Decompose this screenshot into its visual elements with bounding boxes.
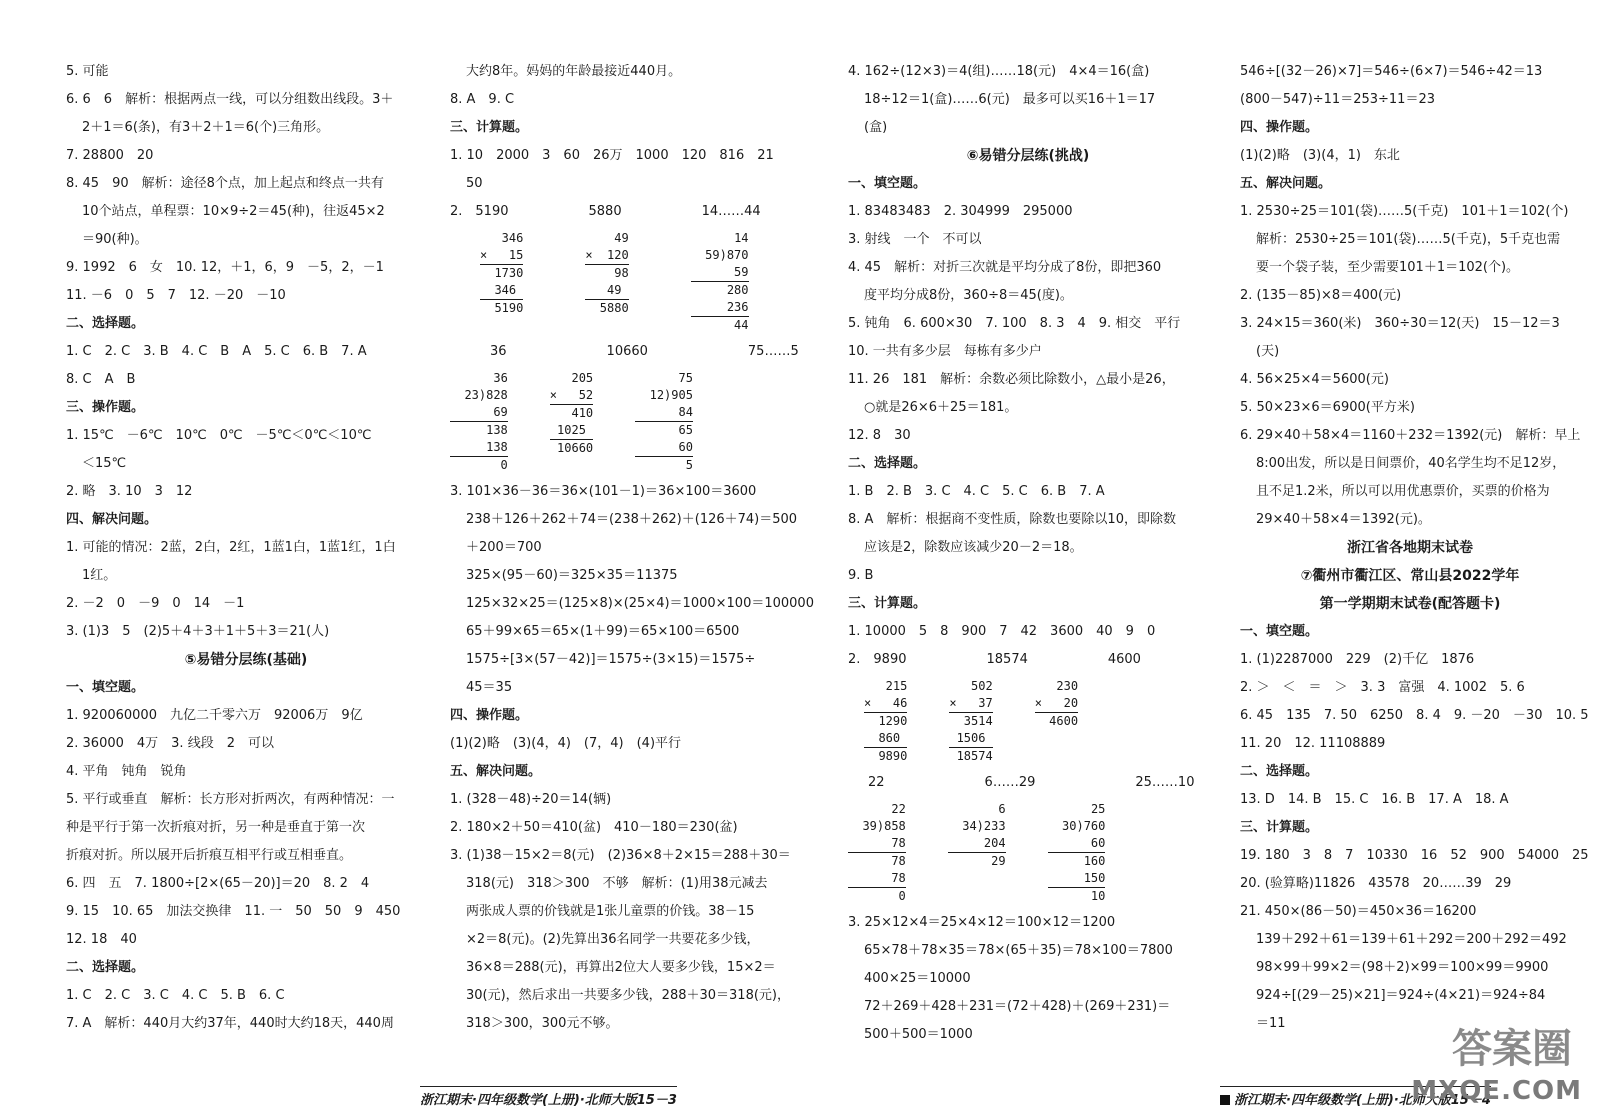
text-line: 1. 15℃ －6℃ 10℃ 0℃ －5℃＜0℃＜10℃: [66, 428, 372, 443]
text-line: 4. 平角 钝角 锐角: [66, 764, 187, 779]
vertical-calc: 230 × 20 4600: [1034, 679, 1079, 728]
text-line: 1. 2530÷25＝101(袋)……5(千克) 101＋1＝102(个): [1240, 204, 1569, 219]
text-line: 10. 一共有多少层 每栋有多少户: [848, 344, 1042, 359]
chapter-heading: 浙江省各地期末试卷: [1347, 540, 1473, 556]
calc-result: 2. 9890: [848, 652, 907, 667]
text-line: 8. C A B: [66, 372, 136, 387]
section-heading: 四、解决问题。: [66, 512, 158, 527]
calc-result: 14……44: [701, 204, 761, 219]
text-line: 2. 180×2＋50＝410(盆) 410－180＝230(盆): [450, 820, 738, 835]
text-line: ○就是26×6＋25＝181。: [864, 400, 1018, 415]
text-line: 12. 18 40: [66, 932, 137, 947]
column-1: [66, 58, 426, 1038]
text-line: 且不足1.2米，所以可以用优惠票价，买票的价格为: [1256, 484, 1550, 499]
text-line: 2. 36000 4万 3. 线段 2 可以: [66, 736, 274, 751]
text-line: 318＞300，300元不够。: [466, 1016, 619, 1031]
section-heading: 五、解决问题。: [450, 764, 542, 779]
section-heading: 二、选择题。: [1240, 764, 1319, 779]
column-3: [848, 58, 1208, 1049]
text-line: 3. 25×12×4＝25×4×12＝100×12＝1200: [848, 915, 1116, 930]
text-line: 21. 450×(86－50)＝450×36＝16200: [1240, 904, 1477, 919]
text-line: 2. (135－85)×8＝400(元): [1240, 288, 1402, 303]
page-footer-left: 浙江期末·四年级数学(上册)·北师大版15－3: [420, 1086, 677, 1108]
text-line: 6. 29×40＋58×4＝1160＋232＝1392(元) 解析：早上: [1240, 428, 1581, 443]
text-line: 1. C 2. C 3. B 4. C B A 5. C 6. B 7. A: [66, 344, 367, 359]
text-line: 318(元) 318＞300 不够 解析：(1)用38元减去: [466, 876, 768, 891]
vertical-calc: 25 30)760 60 160 150 10: [1047, 802, 1106, 903]
text-line: 2. －2 0 －9 0 14 －1: [66, 596, 245, 611]
text-line: 6. 四 五 7. 1800÷[2×(65－20)]＝20 8. 2 4: [66, 876, 370, 891]
section-heading: 一、填空题。: [1240, 624, 1319, 639]
text-line: (天): [1256, 344, 1280, 359]
footer-text: 浙江期末·四年级数学(上册)·北师大版15－4: [1234, 1093, 1491, 1108]
text-line: 8:00出发，所以是日间票价，40名学生均不足12岁，: [1256, 456, 1566, 471]
text-line: 125×32×25＝(125×8)×(25×4)＝1000×100＝100000: [466, 596, 814, 611]
vertical-calculations: [450, 370, 810, 474]
text-line: 1. (1)2287000 229 (2)千亿 1876: [1240, 652, 1475, 667]
text-line: 1. 可能的情况：2蓝，2白，2红，1蓝1白，1蓝1红，1白: [66, 540, 396, 555]
text-line: 7. A 解析：440月大约37年，440时大约18天，440周: [66, 1016, 394, 1031]
text-line: 238＋126＋262＋74＝(238＋262)＋(126＋74)＝500: [466, 512, 798, 527]
text-line: 546÷[(32－26)×7]＝546÷(6×7)＝546÷42＝13: [1240, 64, 1543, 79]
text-line: 4. 56×25×4＝5600(元): [1240, 372, 1389, 387]
text-line: 两张成人票的价钱就是1张儿童票的价钱。38－15: [466, 904, 755, 919]
text-line: (1)(2)略 (3)(4，1) 东北: [1240, 148, 1400, 163]
section-heading: 四、操作题。: [1240, 120, 1319, 135]
text-line: 8. A 解析：根据商不变性质，除数也要除以10，即除数: [848, 512, 1176, 527]
vertical-calculations: [450, 230, 810, 334]
calc-results-row: [848, 646, 1208, 674]
text-line: 大约8年。妈妈的年龄最接近440月。: [466, 64, 682, 79]
text-line: 1. (328－48)÷20＝14(辆): [450, 792, 612, 807]
text-line: 400×25＝10000: [864, 971, 971, 986]
text-line: ×2＝8(元)。(2)先算出36名同学一共要花多少钱，: [466, 932, 760, 947]
text-line: 9. B: [848, 568, 874, 583]
text-line: 36×8＝288(元)，再算出2位大人要多少钱，15×2＝: [466, 960, 776, 975]
section-heading: 四、操作题。: [450, 708, 529, 723]
text-line: ＋200＝700: [466, 540, 542, 555]
text-line: 3. 101×36－36＝36×(101－1)＝36×100＝3600: [450, 484, 757, 499]
text-line: 12. 8 30: [848, 428, 911, 443]
vertical-calculations: [848, 801, 1208, 905]
vertical-calc: 215 × 46 1290 860 9890: [864, 679, 908, 763]
calc-result: 6……29: [984, 775, 1036, 790]
chapter-heading: ⑤易错分层练(基础): [184, 652, 308, 668]
text-line: 3. (1)3 5 (2)5＋4＋3＋1＋5＋3＝21(人): [66, 624, 330, 639]
text-line: 19. 180 3 8 7 10330 16 52 900 54000 25: [1240, 848, 1589, 863]
section-heading: 三、计算题。: [1240, 820, 1319, 835]
text-line: 3. 24×15＝360(米) 360÷30＝12(天) 15－12＝3: [1240, 316, 1560, 331]
text-line: 11. 20 12. 11108889: [1240, 736, 1386, 751]
text-line: 1. 920060000 九亿二千零六万 92006万 9亿: [66, 708, 363, 723]
chapter-heading: ⑥易错分层练(挑战): [966, 148, 1090, 164]
chapter-heading: 第一学期期末试卷(配答题卡): [1319, 596, 1501, 612]
vertical-calc: 6 34)233 204 29: [947, 802, 1006, 868]
text-line: 10个站点，单程票：10×9÷2＝45(种)，往返45×2: [82, 204, 385, 219]
text-line: 5. 平行或垂直 解析：长方形对折两次，有两种情况：一: [66, 792, 395, 807]
text-line: 18÷12＝1(盒)……6(元) 最多可以买16＋1＝17: [864, 92, 1156, 107]
text-line: 9. 1992 6 女 10. 12，＋1，6，9 －5，2，－1: [66, 260, 384, 275]
text-line: 72＋269＋428＋231＝(72＋428)＋(269＋231)＝: [864, 999, 1171, 1014]
text-line: 3. 射线 一个 不可以: [848, 232, 982, 247]
vertical-calc: 502 × 37 3514 1506 18574: [949, 679, 993, 763]
text-line: ＜15℃: [82, 456, 127, 471]
text-line: ＝11: [1256, 1016, 1286, 1031]
section-heading: 二、选择题。: [848, 456, 927, 471]
calc-result: 25……10: [1135, 775, 1195, 790]
calc-result: 5880: [588, 204, 622, 219]
text-line: 折痕对折。所以展开后折痕互相平行或互相垂直。: [66, 848, 353, 863]
vertical-calc: 22 39)858 78 78 78 0: [848, 802, 906, 903]
section-heading: 一、填空题。: [848, 176, 927, 191]
text-line: 325×(95－60)＝325×35＝11375: [466, 568, 678, 583]
section-heading: 二、选择题。: [66, 316, 145, 331]
text-line: 139＋292＋61＝139＋61＋292＝200＋292＝492: [1256, 932, 1567, 947]
vertical-calc: 75 12)905 84 65 60 5: [635, 371, 693, 472]
watermark-logo: 答案圈: [1452, 1026, 1572, 1072]
text-line: 1. 10000 5 8 900 7 42 3600 40 9 0: [848, 624, 1156, 639]
calc-result: 75……5: [747, 344, 799, 359]
section-heading: 五、解决问题。: [1240, 176, 1332, 191]
text-line: 13. D 14. B 15. C 16. B 17. A 18. A: [1240, 792, 1509, 807]
text-line: 5. 钝角 6. 600×30 7. 100 8. 3 4 9. 相交 平行: [848, 316, 1181, 331]
calc-result: 36: [490, 344, 507, 359]
text-line: 5. 50×23×6＝6900(平方米): [1240, 400, 1415, 415]
text-line: 要一个袋子装，至少需要101＋1＝102(个)。: [1256, 260, 1520, 275]
calc-result: 4600: [1107, 652, 1141, 667]
text-line: 65×78＋78×35＝78×(65＋35)＝78×100＝7800: [864, 943, 1173, 958]
vertical-calculations: [848, 678, 1208, 765]
text-line: (800－547)÷11＝253÷11＝23: [1240, 92, 1435, 107]
text-line: 3. (1)38－15×2＝8(元) (2)36×8＋2×15＝288＋30＝: [450, 848, 791, 863]
text-line: 11. －6 0 5 7 12. －20 －10: [66, 288, 286, 303]
text-line: 8. A 9. C: [450, 92, 515, 107]
section-heading: 二、选择题。: [66, 960, 145, 975]
text-line: (1)(2)略 (3)(4，4) (7，4) (4)平行: [450, 736, 682, 751]
text-line: 6. 6 6 解析：根据两点一线，可以分组数出线段。3＋: [66, 92, 394, 107]
text-line: 500＋500＝1000: [864, 1027, 973, 1042]
text-line: 29×40＋58×4＝1392(元)。: [1256, 512, 1431, 527]
text-line: 4. 162÷(12×3)＝4(组)……18(元) 4×4＝16(盒): [848, 64, 1150, 79]
square-marker-icon: [1220, 1095, 1230, 1105]
text-line: 种是平行于第一次折痕对折，另一种是垂直于第一次: [66, 820, 366, 835]
text-line: 1. B 2. B 3. C 4. C 5. C 6. B 7. A: [848, 484, 1105, 499]
calc-results-row: [848, 769, 1208, 797]
text-line: 65＋99×65＝65×(1＋99)＝65×100＝6500: [466, 624, 740, 639]
vertical-calc: 205 × 52 410 1025 10660: [549, 371, 594, 455]
chapter-heading: ⑦衢州市衢江区、常山县2022学年: [1300, 568, 1520, 584]
text-line: 应该是2，除数应该减少20－2＝18。: [864, 540, 1083, 555]
vertical-calc: 49 × 120 98 49 5880: [585, 231, 629, 315]
section-heading: 一、填空题。: [66, 680, 145, 695]
text-line: 11. 26 181 解析：余数必须比除数小，△最小是26，: [848, 372, 1175, 387]
section-heading: 三、计算题。: [450, 120, 529, 135]
text-line: ＝90(种)。: [82, 232, 148, 247]
text-line: 7. 28800 20: [66, 148, 154, 163]
vertical-calc: 346 × 15 1730 346 5190: [480, 231, 524, 315]
calc-result: 18574: [986, 652, 1028, 667]
text-line: 1. 10 2000 3 60 26万 1000 120 816 21: [450, 148, 774, 163]
text-line: 1. C 2. C 3. C 4. C 5. B 6. C: [66, 988, 285, 1003]
text-line: 1红。: [82, 568, 117, 583]
text-line: 1575÷[3×(57－42)]＝1575÷(3×15)＝1575÷: [466, 652, 756, 667]
text-line: 8. 45 90 解析：途径8个点，加上起点和终点一共有: [66, 176, 384, 191]
section-heading: 三、操作题。: [66, 400, 145, 415]
text-line: 98×99＋99×2＝(98＋2)×99＝100×99＝9900: [1256, 960, 1549, 975]
text-line: 解析：2530÷25＝101(袋)……5(千克)，5千克也需: [1256, 232, 1561, 247]
text-line: 1. 83483483 2. 304999 295000: [848, 204, 1073, 219]
text-line: 度平均分成8份，360÷8＝45(度)。: [864, 288, 1073, 303]
calc-results-row: [450, 198, 810, 226]
watermark-text: MXQE.COM: [1411, 1076, 1582, 1106]
text-line: 9. 15 10. 65 加法交换律 11. 一 50 50 9 450: [66, 904, 401, 919]
text-line: 4. 45 解析：对折三次就是平均分成了8份，即把360: [848, 260, 1162, 275]
calc-result: 2. 5190: [450, 204, 509, 219]
calc-result: 22: [868, 775, 885, 790]
text-line: 2. 略 3. 10 3 12: [66, 484, 193, 499]
column-2: [450, 58, 814, 1038]
text-line: 45＝35: [466, 680, 513, 695]
text-line: 30(元)，然后求出一共要多少钱，288＋30＝318(元)，: [466, 988, 790, 1003]
text-line: 924÷[(29－25)×21]＝924÷(4×21)＝924÷84: [1256, 988, 1546, 1003]
column-4: [1240, 58, 1589, 1038]
vertical-calc: 36 23)828 69 138 138 0: [450, 371, 508, 472]
text-line: (盒): [864, 120, 888, 135]
text-line: 2＋1＝6(条)，有3＋2＋1＝6(个)三角形。: [82, 120, 330, 135]
text-line: 50: [466, 176, 483, 191]
calc-results-row: [450, 338, 810, 366]
text-line: 6. 45 135 7. 50 6250 8. 4 9. －20 －30 10. 5: [1240, 708, 1589, 723]
text-line: 2. ＞ ＜ ＝ ＞ 3. 3 富强 4. 1002 5. 6: [1240, 680, 1525, 695]
calc-result: 10660: [606, 344, 648, 359]
text-line: 20. (验算略)11826 43578 20……39 29: [1240, 876, 1512, 891]
text-line: 5. 可能: [66, 64, 109, 79]
vertical-calc: 14 59)870 59 280 236 44: [690, 231, 749, 332]
section-heading: 三、计算题。: [848, 596, 927, 611]
